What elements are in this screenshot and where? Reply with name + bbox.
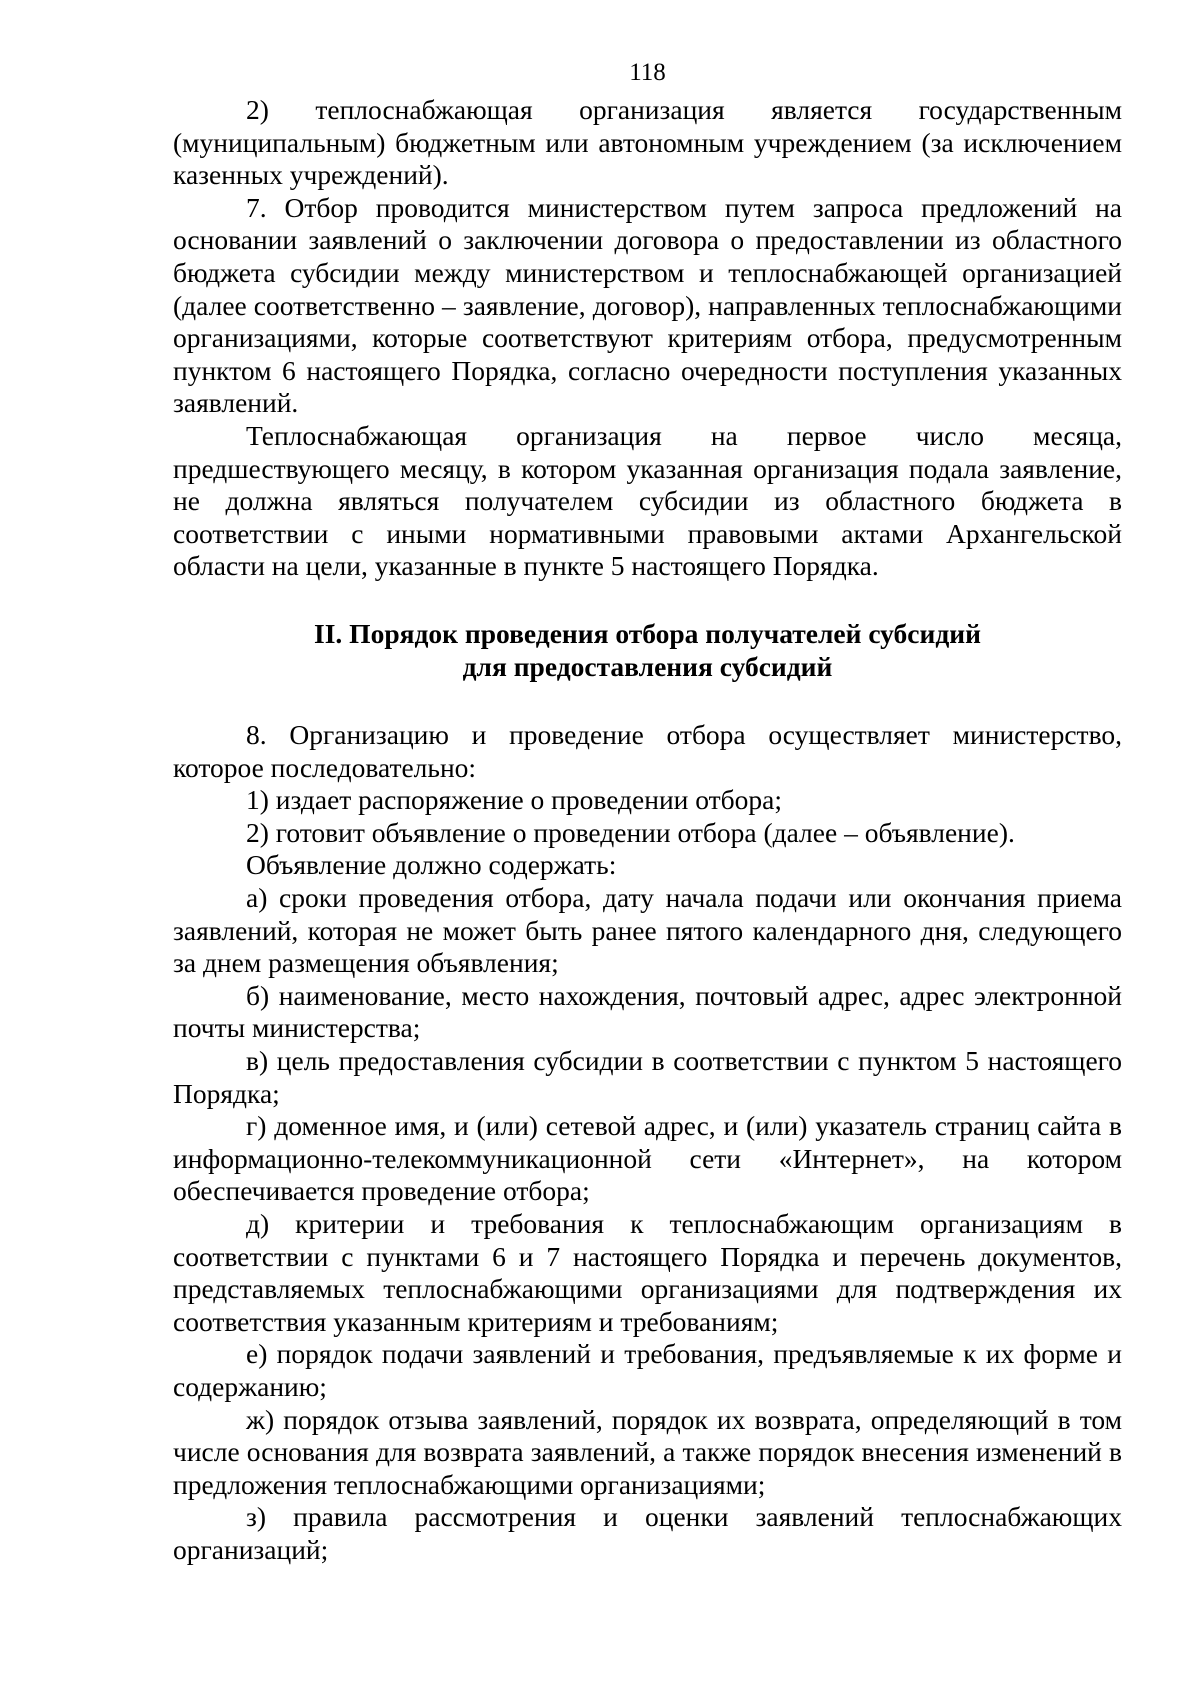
paragraph-clause-8: 8. Организацию и проведение отбора осуществляет министерство, которое последовательно: [173,719,1122,783]
announcement-intro: Объявление должно содержать: [246,849,617,881]
paragraph-clause-7-note: Теплоснабжающая организация на первое число месяца, предшествующего месяцу, в котором указанная организация подала заявление, не должна являться получателем субсидии из областного бюджета в соответствии с иными нормативными правовыми актами Архангельской области на цели, указанные в пункте 5 настоящего Порядка. [173,419,1122,582]
list-item-d: д) критерии и требования к теплоснабжающим организациям в соответствии с пунктами 6 и 7 настоящего Порядка и перечень документов, представляемых теплоснабжающими организациями для подтверждения их соответствия указанным критериям и требованиям; [173,1208,1122,1337]
list-item-b: б) наименование, место нахождения, почтовый адрес, адрес электронной почты министерства; [173,979,1122,1044]
list-item-v: в) цель предоставления субсидии в соответствии с пунктом 5 настоящего Порядка; [173,1045,1122,1109]
list-item-a: а) сроки проведения отбора, дату начала подачи или окончания приема заявлений, которая не может быть ранее пятого календарного дня, следующего за днем размещения объявления; [173,882,1122,979]
section-heading [173,618,1122,683]
list-item-zh: ж) порядок отзыва заявлений, порядок их возврата, определяющий в том числе основания для возврата заявлений, а также порядок внесения изменений в предложения теплоснабжающими организациями; [173,1403,1122,1500]
list-item-1: 1) издает распоряжение о проведении отбора; [246,784,783,816]
paragraph-clause-7: 7. Отбор проводится министерством путем запроса предложений на основании заявлений о заключении договора о предоставлении из областного бюджета субсидии между министерством и теплоснабжающей организацией (далее соответственно – заявление, договор), направленных теплоснабжающими организациями, которые соответствуют критериям отбора, предусмотренным пунктом 6 настоящего Порядка, согласно очередности поступления указанных заявлений. [173,191,1122,419]
paragraph-clause-6-2: 2) теплоснабжающая организация является государственным (муниципальным) бюджетным или автономным учреждением (за исключением казенных учреждений). [173,94,1122,191]
list-item-2: 2) готовит объявление о проведении отбора (далее – объявление). [246,816,1015,848]
list-item-z: з) правила рассмотрения и оценки заявлений теплоснабжающих организаций; [173,1501,1122,1565]
page-number: 118 [629,59,666,86]
list-item-e: е) порядок подачи заявлений и требования, предъявляемые к их форме и содержанию; [173,1338,1122,1402]
document-page [173,58,1122,1567]
section-heading-line-1: II. Порядок проведения отбора получателей субсидий [314,617,981,649]
list-item-g: г) доменное имя, и (или) сетевой адрес, и (или) указатель страниц сайта в информационно-телекоммуникационной сети «Интернет», на котором обеспечивается проведение отбора; [173,1110,1122,1207]
section-heading-line-2: для предоставления субсидий [462,650,833,682]
